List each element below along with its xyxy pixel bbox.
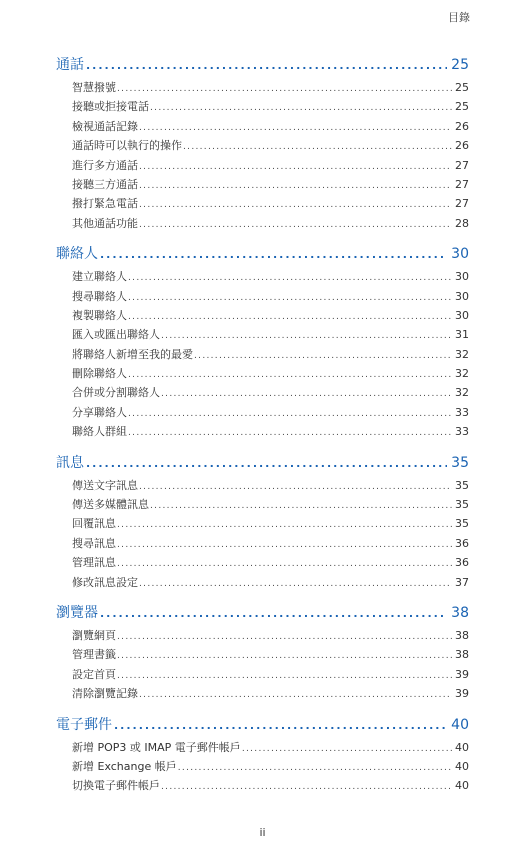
subentry-page-number: 27 (455, 197, 469, 211)
subentry-page-number: 25 (455, 100, 469, 114)
toc-subentry[interactable] (56, 97, 469, 116)
subentry-title: 撥打緊急電話 (72, 197, 138, 211)
dot-leader (139, 686, 452, 705)
chapter-page-number: 38 (451, 604, 469, 621)
toc-section (56, 54, 469, 233)
dot-leader (117, 667, 452, 686)
subentry-title: 進行多方通話 (72, 158, 138, 172)
dot-leader (117, 555, 452, 574)
subentry-page-number: 40 (455, 740, 469, 754)
toc-subentries (56, 626, 469, 704)
subentry-page-number: 39 (455, 687, 469, 701)
subentry-page-number: 40 (455, 759, 469, 773)
subentry-title: 檢視通話記錄 (72, 119, 138, 133)
dot-leader (86, 453, 447, 475)
chapter-page-number: 25 (451, 57, 469, 73)
toc-subentry[interactable] (56, 626, 469, 645)
dot-leader (194, 347, 452, 366)
subentry-page-number: 38 (455, 648, 469, 662)
subentry-page-number: 26 (455, 119, 469, 133)
subentry-title: 管理訊息 (72, 556, 116, 570)
subentry-page-number: 32 (455, 386, 469, 400)
subentry-page-number: 39 (455, 667, 469, 681)
subentry-page-number: 33 (455, 425, 469, 439)
subentry-title: 搜尋訊息 (72, 536, 116, 550)
subentry-title: 聯絡人群組 (72, 425, 127, 439)
subentry-title: 其他通話功能 (72, 216, 138, 230)
subentry-page-number: 25 (455, 81, 469, 94)
subentry-page-number: 26 (455, 139, 469, 153)
toc-subentries (56, 738, 469, 796)
toc-subentry[interactable] (56, 306, 469, 325)
dot-leader (139, 158, 452, 177)
dot-leader (117, 647, 452, 666)
toc-subentries (56, 267, 469, 442)
dot-leader (86, 55, 447, 77)
dot-leader (139, 196, 452, 215)
toc-subentry[interactable] (56, 345, 469, 364)
toc-chapter-entry[interactable] (56, 452, 469, 474)
chapter-title: 聯絡人 (56, 246, 98, 263)
running-header: 目錄 (448, 11, 470, 24)
subentry-title: 傳送多媒體訊息 (72, 498, 149, 512)
dot-leader (128, 308, 452, 327)
toc-subentries (56, 476, 469, 592)
subentry-title: 通話時可以執行的操作 (72, 139, 182, 153)
subentry-title: 智慧撥號 (72, 81, 116, 94)
toc-subentry[interactable] (56, 665, 469, 684)
toc-subentry[interactable] (56, 534, 469, 553)
toc-subentry[interactable] (56, 287, 469, 306)
toc-subentry[interactable] (56, 117, 469, 136)
toc-section (56, 452, 469, 592)
subentry-page-number: 36 (455, 536, 469, 550)
subentry-title: 接聽三方通話 (72, 177, 138, 191)
toc-subentry[interactable] (56, 553, 469, 572)
subentry-title: 回覆訊息 (72, 517, 116, 531)
subentry-title: 建立聯絡人 (72, 270, 127, 284)
dot-leader (128, 269, 452, 288)
page-number: ii (259, 826, 266, 839)
dot-leader (161, 385, 452, 404)
toc-subentry[interactable] (56, 684, 469, 703)
toc-subentry[interactable] (56, 325, 469, 344)
dot-leader (161, 778, 452, 797)
subentry-title: 合併或分割聯絡人 (72, 386, 160, 400)
dot-leader (150, 497, 452, 516)
toc-subentry[interactable] (56, 136, 469, 155)
dot-leader (114, 715, 447, 737)
subentry-page-number: 27 (455, 177, 469, 191)
subentry-title: 匯入或匯出聯絡人 (72, 328, 160, 342)
toc-section (56, 714, 469, 796)
toc-subentry[interactable] (56, 776, 469, 795)
subentry-page-number: 35 (455, 478, 469, 492)
toc-chapter-entry[interactable] (56, 54, 469, 76)
toc-chapter-entry[interactable] (56, 243, 469, 265)
subentry-title: 複製聯絡人 (72, 308, 127, 322)
table-of-contents (56, 54, 469, 806)
toc-subentry[interactable] (56, 403, 469, 422)
subentry-title: 傳送文字訊息 (72, 478, 138, 492)
subentry-page-number: 32 (455, 367, 469, 381)
subentry-page-number: 33 (455, 405, 469, 419)
subentry-page-number: 31 (455, 328, 469, 342)
dot-leader (178, 759, 452, 778)
dot-leader (128, 405, 452, 424)
dot-leader (117, 80, 452, 99)
toc-subentry[interactable] (56, 214, 469, 233)
toc-section (56, 602, 469, 704)
toc-chapter-entry[interactable] (56, 714, 469, 736)
subentry-title: 接聽或拒接電話 (72, 100, 149, 114)
toc-subentry[interactable] (56, 364, 469, 383)
dot-leader (128, 289, 452, 308)
dot-leader (100, 603, 447, 625)
dot-leader (139, 119, 452, 138)
subentry-title: 設定首頁 (72, 667, 116, 681)
subentry-page-number: 40 (455, 779, 469, 793)
dot-leader (117, 536, 452, 555)
subentry-title: 新增 Exchange 帳戶 (72, 759, 177, 773)
toc-subentry[interactable] (56, 645, 469, 664)
subentry-page-number: 32 (455, 347, 469, 361)
dot-leader (128, 424, 452, 443)
subentry-page-number: 38 (455, 628, 469, 642)
toc-subentry[interactable] (56, 383, 469, 402)
dot-leader (100, 244, 447, 266)
chapter-title: 通話 (56, 57, 84, 73)
subentry-title: 新增 POP3 或 IMAP 電子郵件帳戶 (72, 740, 241, 754)
subentry-title: 將聯絡人新增至我的最愛 (72, 347, 193, 361)
chapter-page-number: 30 (451, 246, 469, 263)
subentry-page-number: 35 (455, 517, 469, 531)
toc-subentry[interactable] (56, 422, 469, 441)
chapter-title: 瀏覽器 (56, 604, 98, 621)
subentry-page-number: 30 (455, 270, 469, 284)
subentry-title: 分享聯絡人 (72, 405, 127, 419)
dot-leader (139, 216, 452, 235)
dot-leader (242, 740, 452, 759)
subentry-page-number: 30 (455, 289, 469, 303)
subentry-title: 管理書籤 (72, 648, 116, 662)
subentry-page-number: 36 (455, 556, 469, 570)
toc-chapter-entry[interactable] (56, 602, 469, 624)
toc-subentries (56, 78, 469, 233)
dot-leader (117, 628, 452, 647)
dot-leader (139, 478, 452, 497)
subentry-title: 搜尋聯絡人 (72, 289, 127, 303)
toc-section (56, 243, 469, 442)
subentry-page-number: 37 (455, 575, 469, 589)
toc-subentry[interactable] (56, 78, 469, 97)
toc-subentry[interactable] (56, 267, 469, 286)
toc-subentry[interactable] (56, 476, 469, 495)
subentry-title: 瀏覽網頁 (72, 628, 116, 642)
chapter-page-number: 40 (451, 716, 469, 733)
toc-subentry[interactable] (56, 514, 469, 533)
dot-leader (139, 177, 452, 196)
chapter-title: 電子郵件 (56, 716, 112, 733)
dot-leader (128, 366, 452, 385)
subentry-page-number: 27 (455, 158, 469, 172)
toc-subentry[interactable] (56, 573, 469, 592)
toc-subentry[interactable] (56, 175, 469, 194)
subentry-page-number: 30 (455, 308, 469, 322)
dot-leader (117, 516, 452, 535)
toc-subentry[interactable] (56, 194, 469, 213)
subentry-title: 刪除聯絡人 (72, 367, 127, 381)
dot-leader (139, 575, 452, 594)
toc-subentry[interactable] (56, 738, 469, 757)
subentry-title: 修改訊息設定 (72, 575, 138, 589)
subentry-title: 清除瀏覽記錄 (72, 687, 138, 701)
chapter-page-number: 35 (451, 454, 469, 471)
subentry-title: 切換電子郵件帳戶 (72, 779, 160, 793)
toc-subentry[interactable] (56, 757, 469, 776)
toc-subentry[interactable] (56, 156, 469, 175)
subentry-page-number: 28 (455, 216, 469, 230)
chapter-title: 訊息 (56, 454, 84, 471)
dot-leader (183, 138, 452, 157)
subentry-page-number: 35 (455, 498, 469, 512)
toc-subentry[interactable] (56, 495, 469, 514)
dot-leader (150, 99, 452, 118)
dot-leader (161, 327, 452, 346)
